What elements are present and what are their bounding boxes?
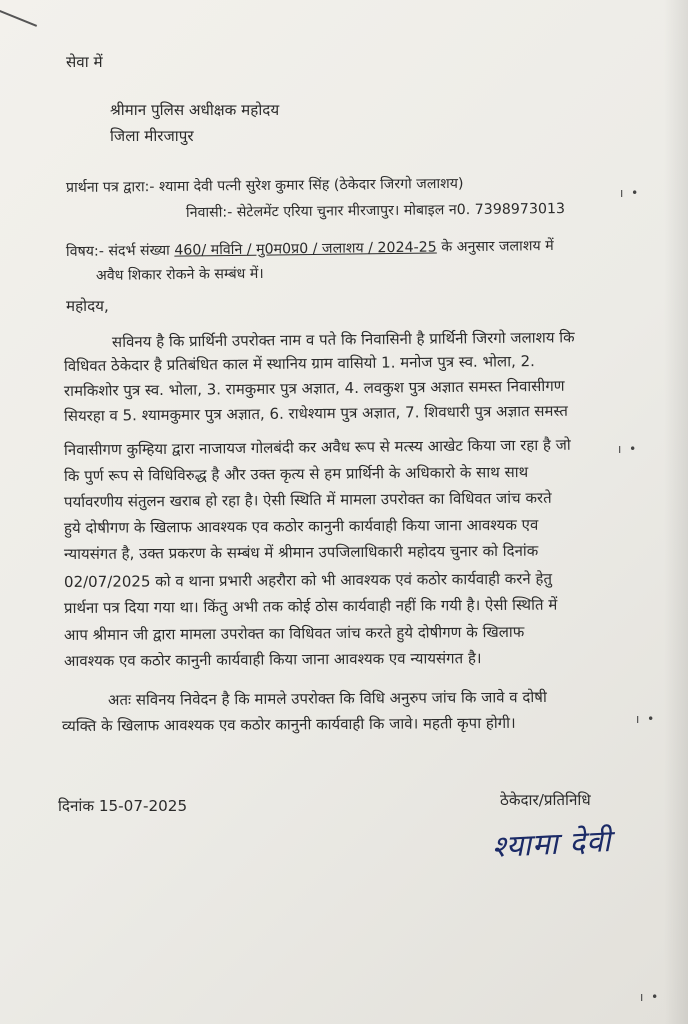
paragraph-2-line: अतः सविनय निवेदन है कि मामले उपरोक्त कि विधि अनुरुप जांच कि जावे व दोषी xyxy=(107,687,547,709)
signatory-title: ठेकेदार/प्रतिनिधि xyxy=(500,791,591,809)
greeting: महोदय, xyxy=(66,297,109,315)
date-line: दिनांक 15-07-2025 xyxy=(58,797,188,815)
applicant-label: प्रार्थना पत्र द्वारा:- xyxy=(65,179,155,196)
signature: श्यामा देवी xyxy=(491,823,613,866)
paragraph-1-line: न्यायसंगत है, उक्त प्रकरण के सम्बंध में श्रीमान उपजिलाधिकारी महोदय चुनार को दिनांक xyxy=(63,541,539,563)
pen-mark: ı • xyxy=(636,712,657,726)
paragraph-1-line: आप श्रीमान जी द्वारा मामला उपरोक्त का विधिवत जांच करते हुये दोषीगण के खिलाफ xyxy=(63,622,525,644)
recipient-line-2: जिला मीरजापुर xyxy=(110,127,194,145)
applicant-line xyxy=(66,174,464,198)
paragraph-1-line: सियरहा व 5. श्यामकुमार पुत्र अज्ञात, 6. राधेश्याम पुत्र अज्ञात, 7. शिवधारी पुत्र अज्ञात समस्त xyxy=(63,401,568,425)
subject-prefix: विषय:- संदर्भ संख्या xyxy=(65,242,170,260)
paragraph-1-line: रामकिशोर पुत्र स्व. भोला, 3. रामकुमार पुत्र अज्ञात, 4. लवकुश पुत्र अज्ञात समस्त निवासीगण xyxy=(63,376,565,400)
pen-mark: ı • xyxy=(618,442,639,456)
paragraph-1-line: हुये दोषीगण के खिलाफ आवश्यक एव कठोर कानुनी कार्यवाही किया जाना आवश्यक एव xyxy=(63,515,539,537)
paragraph-1-line: आवश्यक एव कठोर कानुनी कार्यवाही किया जाना आवश्यक एव न्यायसंगत है। xyxy=(63,649,482,670)
applicant-name: श्यामा देवी पत्नी सुरेश कुमार सिंह (ठेकेदार जिरगो जलाशय) xyxy=(158,175,464,196)
paragraph-1-line: निवासीगण कुम्हिया द्वारा नाजायज गोलबंदी कर अवैध रूप से मत्स्य आखेट किया जा रहा है जो xyxy=(63,435,571,459)
applicant-address: निवासी:- सेटेलमेंट एरिया चुनार मीरजापुर। मोबाइल न0. 7398973013 xyxy=(185,201,566,221)
pen-mark: ı • xyxy=(640,990,661,1004)
pen-mark: ı • xyxy=(620,186,641,200)
salutation-to: सेवा में xyxy=(66,53,103,71)
paragraph-1-line: पर्यावरणीय संतुलन खराब हो रहा है। ऐसी स्थिति में मामला उपरोक्त का विधिवत जांच करते xyxy=(63,488,552,511)
paragraph-1-line: विधिवत ठेकेदार है प्रतिबंधित काल में स्थानिय ग्राम वासियो 1. मनोज पुत्र स्व. भोला, 2. xyxy=(63,352,535,375)
paragraph-2-line: व्यक्ति के खिलाफ आवश्यक एव कठोर कानुनी कार्यवाही कि जावे। महती कृपा होगी। xyxy=(61,713,516,735)
paragraph-1-line: कि पुर्ण रूप से विधिविरुद्ध है और उक्त कृत्य से हम प्रार्थिनी के अधिकारो के साथ साथ xyxy=(63,462,529,485)
recipient-line-1: श्रीमान पुलिस अधीक्षक महोदय xyxy=(110,101,280,119)
subject-line-2: अवैध शिकार रोकने के सम्बंध में। xyxy=(95,265,264,284)
paragraph-1-line: सविनय है कि प्रार्थिनी उपरोक्त नाम व पते कि निवासिनी है प्रार्थिनी जिरगो जलाशय कि xyxy=(111,328,575,351)
subject-line-1 xyxy=(66,236,554,262)
page-edge-shadow xyxy=(664,0,688,1024)
subject-suffix: के अनुसार जलाशय में xyxy=(441,238,554,256)
subject-reference: 460/ मविनि / मु0म0प्र0 / जलाशय / 2024-25 xyxy=(174,239,437,259)
paragraph-1-line: 02/07/2025 को व थाना प्रभारी अहरौरा को भी आवश्यक एवं कठोर कार्यवाही करने हेतु xyxy=(63,569,553,591)
paragraph-1-line: प्रार्थना पत्र दिया गया था। किंतु अभी तक कोई ठोस कार्यवाही नहीं कि गयी है। ऐसी स्थिति में xyxy=(63,595,558,617)
corner-pen-mark xyxy=(0,10,37,55)
